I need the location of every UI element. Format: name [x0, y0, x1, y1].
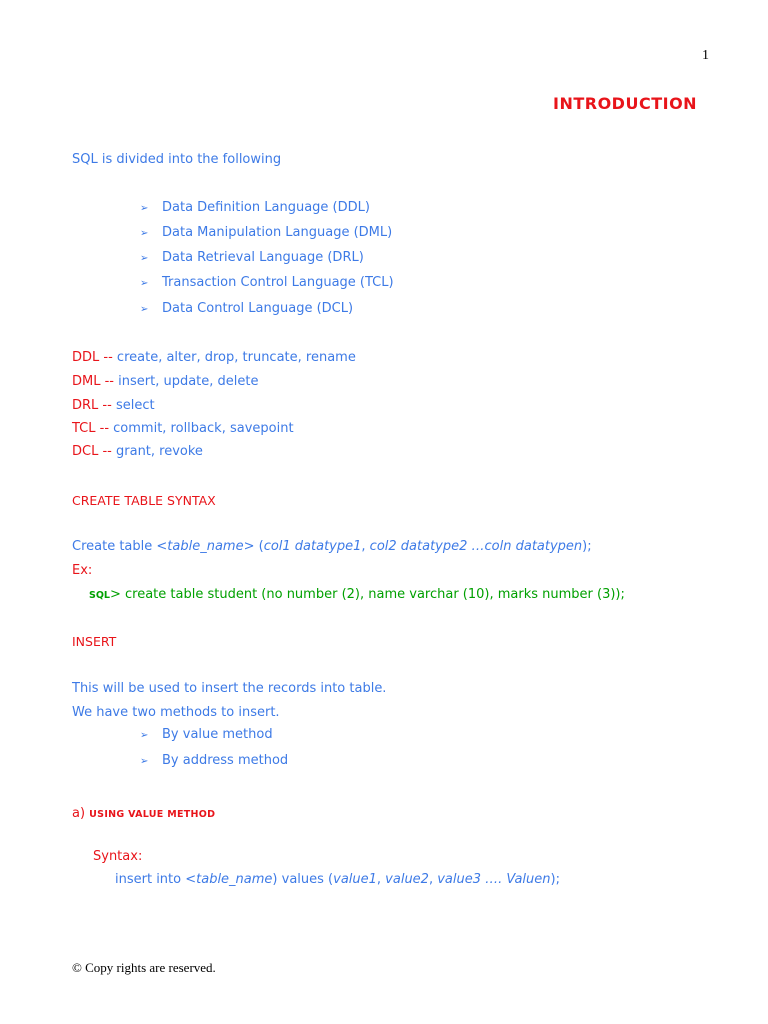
list-item: ➢ Data Retrieval Language (DRL) — [140, 250, 364, 265]
arrow-bullet-icon: ➢ — [140, 228, 149, 239]
arrow-bullet-icon: ➢ — [140, 203, 149, 214]
subheading-value-method: a) USING VALUE METHOD — [72, 806, 216, 821]
command-line-tcl: TCL -- commit, rollback, savepoint — [72, 421, 294, 436]
command-line-ddl: DDL -- create, alter, drop, truncate, rename — [72, 350, 356, 365]
list-item: ➢ Data Control Language (DCL) — [140, 301, 354, 316]
arrow-bullet-icon: ➢ — [140, 730, 149, 741]
page-number: 1 — [702, 48, 709, 63]
command-line-dcl: DCL -- grant, revoke — [72, 444, 203, 459]
arrow-bullet-icon: ➢ — [140, 278, 149, 289]
footer-copyright: © Copy rights are reserved. — [72, 960, 216, 975]
list-item: ➢ Transaction Control Language (TCL) — [140, 275, 394, 290]
command-line-dml: DML -- insert, update, delete — [72, 374, 259, 389]
sql-example-line: SQL> create table student (no number (2), name varchar (10), marks number (3)); — [89, 587, 625, 602]
arrow-bullet-icon: ➢ — [140, 253, 149, 264]
command-line-drl: DRL -- select — [72, 398, 155, 413]
syntax-label: Syntax: — [93, 849, 143, 864]
page-title: INTRODUCTION — [553, 94, 698, 113]
create-syntax-line: Create table <table_name> (col1 datatype1, col2 datatype2 …coln datatypen); — [72, 539, 592, 554]
arrow-bullet-icon: ➢ — [140, 304, 149, 315]
example-label: Ex: — [72, 563, 93, 578]
section-title-create: CREATE TABLE SYNTAX — [72, 493, 216, 508]
section-title-insert: INSERT — [72, 634, 117, 649]
insert-syntax-line: insert into <table_name) values (value1, value2, value3 …. Valuen); — [115, 872, 560, 887]
arrow-bullet-icon: ➢ — [140, 756, 149, 767]
intro-text: SQL is divided into the following — [72, 152, 282, 167]
insert-description: This will be used to insert the records into table. — [72, 681, 387, 696]
insert-methods-intro: We have two methods to insert. — [72, 705, 280, 720]
list-item: ➢ Data Manipulation Language (DML) — [140, 225, 393, 240]
list-item: ➢ By value method — [140, 727, 273, 742]
list-item: ➢ By address method — [140, 753, 289, 768]
list-item: ➢ Data Definition Language (DDL) — [140, 200, 370, 215]
